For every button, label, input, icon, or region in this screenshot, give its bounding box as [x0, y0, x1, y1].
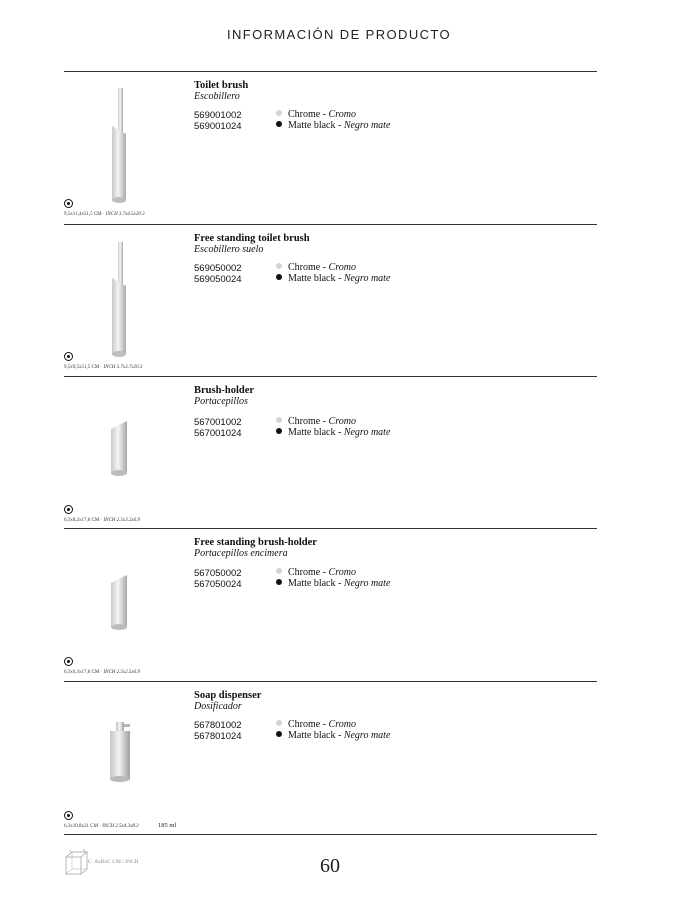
dimensions: 9,5x11,4x51,5 CM · INCH 3.7x4.5x20.3: [64, 212, 145, 217]
chrome-dot-icon: [276, 263, 282, 269]
product-name: Soap dispenser: [194, 690, 262, 701]
finish-chrome: Chrome - Cromo: [276, 109, 356, 120]
capacity: 185 ml: [158, 822, 177, 829]
product-name-es: Escobillero suelo: [194, 244, 264, 255]
product-name: Toilet brush: [194, 80, 249, 91]
finish-chrome: Chrome - Cromo: [276, 416, 356, 427]
chrome-dot-icon: [276, 417, 282, 423]
product-free-standing-brush-holder: [64, 529, 597, 681]
target-icon: [64, 352, 73, 361]
product-code: 567050024: [194, 579, 242, 590]
dimensions: 6,3x6,3x17,6 CM · INCH 2.5x2.5x6.9: [64, 670, 140, 675]
brush-holder-image: [104, 421, 134, 479]
target-icon: [64, 811, 73, 820]
product-code: 567001024: [194, 428, 242, 439]
toilet-brush-image: [102, 88, 136, 210]
finish-matte-black: Matte black - Negro mate: [276, 730, 390, 741]
product-name-es: Portacepillos: [194, 396, 248, 407]
product-name: Free standing brush-holder: [194, 537, 317, 548]
dimensions: 6,3x8,2x17,6 CM · INCH 2.5x3.2x6.9: [64, 518, 140, 523]
free-standing-brush-holder-image: [104, 575, 134, 633]
target-icon: [64, 505, 73, 514]
finish-matte-black: Matte black - Negro mate: [276, 427, 390, 438]
product-name: Free standing toilet brush: [194, 233, 310, 244]
product-soap-dispenser: [64, 682, 597, 834]
label-b: B: [83, 848, 86, 853]
finish-matte-black: Matte black - Negro mate: [276, 578, 390, 589]
black-dot-icon: [276, 579, 282, 585]
label-c: C: [88, 859, 92, 865]
finish-chrome: Chrome - Cromo: [276, 567, 356, 578]
product-name: Brush-holder: [194, 385, 255, 396]
product-code: 567050002: [194, 568, 242, 579]
product-code: 567801024: [194, 731, 242, 742]
product-brush-holder: [64, 377, 597, 529]
chrome-dot-icon: [276, 110, 282, 116]
finish-chrome: Chrome - Cromo: [276, 719, 356, 730]
product-name-es: Escobillero: [194, 91, 240, 102]
product-toilet-brush: [64, 72, 597, 224]
black-dot-icon: [276, 731, 282, 737]
dimensions: 9,5x9,5x51,5 CM · INCH 3.7x3.7x20.3: [64, 365, 143, 370]
black-dot-icon: [276, 274, 282, 280]
product-code: 569050024: [194, 274, 242, 285]
divider: [64, 834, 597, 835]
dimensions: 6,3x10,8x21 CM · INCH 2.5x4.3x8.3: [64, 824, 139, 829]
black-dot-icon: [276, 121, 282, 127]
label-a: A: [69, 848, 72, 853]
chrome-dot-icon: [276, 720, 282, 726]
black-dot-icon: [276, 428, 282, 434]
page-number: 60: [320, 855, 340, 877]
product-code: 569001002: [194, 110, 242, 121]
free-standing-toilet-brush-image: [102, 242, 136, 364]
dimensions-cube-icon: [64, 848, 90, 876]
target-icon: [64, 657, 73, 666]
product-code: 569050002: [194, 263, 242, 274]
product-code: 569001024: [194, 121, 242, 132]
soap-dispenser-image: [102, 722, 136, 786]
page-title: INFORMACIÓN DE PRODUCTO: [226, 27, 452, 42]
chrome-dot-icon: [276, 568, 282, 574]
product-name-es: Portacepillos encimera: [194, 548, 288, 559]
product-name-es: Dosificador: [194, 701, 242, 712]
dimensions-legend: C AxBxC CM / INCH: [88, 859, 139, 865]
finish-matte-black: Matte black - Negro mate: [276, 273, 390, 284]
target-icon: [64, 199, 73, 208]
product-free-standing-toilet-brush: [64, 225, 597, 377]
product-code: 567801002: [194, 720, 242, 731]
finish-chrome: Chrome - Cromo: [276, 262, 356, 273]
product-code: 567001002: [194, 417, 242, 428]
finish-matte-black: Matte black - Negro mate: [276, 120, 390, 131]
